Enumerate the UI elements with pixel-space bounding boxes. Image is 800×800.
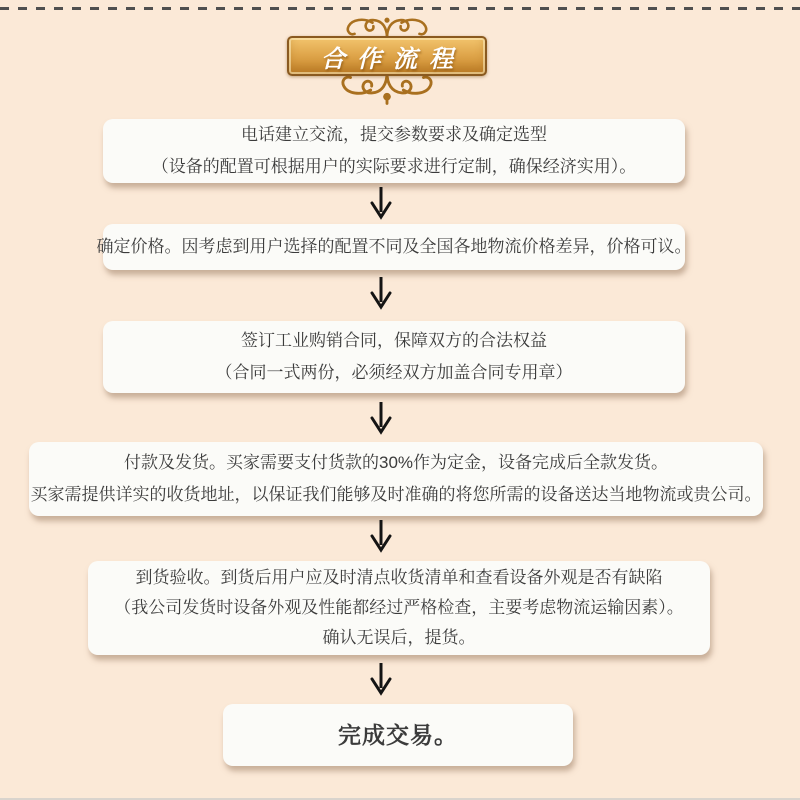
step-text-line: 电话建立交流，提交参数要求及确定选型	[241, 125, 547, 144]
step-text-line: 完成交易。	[338, 722, 458, 748]
banner-title: 合作流程	[321, 45, 465, 73]
step-text-line: （我公司发货时设备外观及性能都经过严格检查，主要考虑物流运输因素）。	[114, 598, 684, 617]
down-arrow-icon	[368, 276, 394, 310]
down-arrow-icon	[368, 519, 394, 553]
step-box-final	[223, 704, 573, 766]
down-arrow-icon	[368, 186, 394, 220]
flourish-bottom-icon	[315, 72, 459, 106]
step-text-line: 确认无误后，提货。	[322, 628, 476, 647]
step-box-3	[103, 321, 685, 393]
step-text-line: 签订工业购销合同，保障双方的合法权益	[241, 331, 547, 350]
down-arrow-icon	[368, 662, 394, 696]
step-text-line: （设备的配置可根据用户的实际要求进行定制，确保经济实用）。	[151, 157, 637, 176]
step-box-2	[96, 224, 692, 270]
banner	[287, 14, 487, 106]
step-text-line: （合同一式两份，必须经双方加盖合同专用章）	[215, 363, 573, 382]
step-text-line: 付款及发货。买家需要支付货款的30%作为定金，设备完成后全款发货。	[123, 453, 669, 472]
step-text-line: 买家需提供详实的收货地址，以保证我们能够及时准确的将您所需的设备送达当地物流或贵公司。	[30, 485, 762, 504]
step-box-4	[29, 442, 763, 516]
down-arrow-icon	[368, 401, 394, 435]
step-text-line: 确定价格。因考虑到用户选择的配置不同及全国各地物流价格差异，价格可议。	[96, 237, 692, 256]
step-text-line: 到货验收。到货后用户应及时清点收货清单和查看设备外观是否有缺陷	[135, 568, 663, 587]
top-dashed-border	[0, 7, 800, 10]
step-box-1	[103, 119, 685, 183]
banner-plate	[287, 36, 487, 76]
step-box-5	[88, 561, 710, 655]
